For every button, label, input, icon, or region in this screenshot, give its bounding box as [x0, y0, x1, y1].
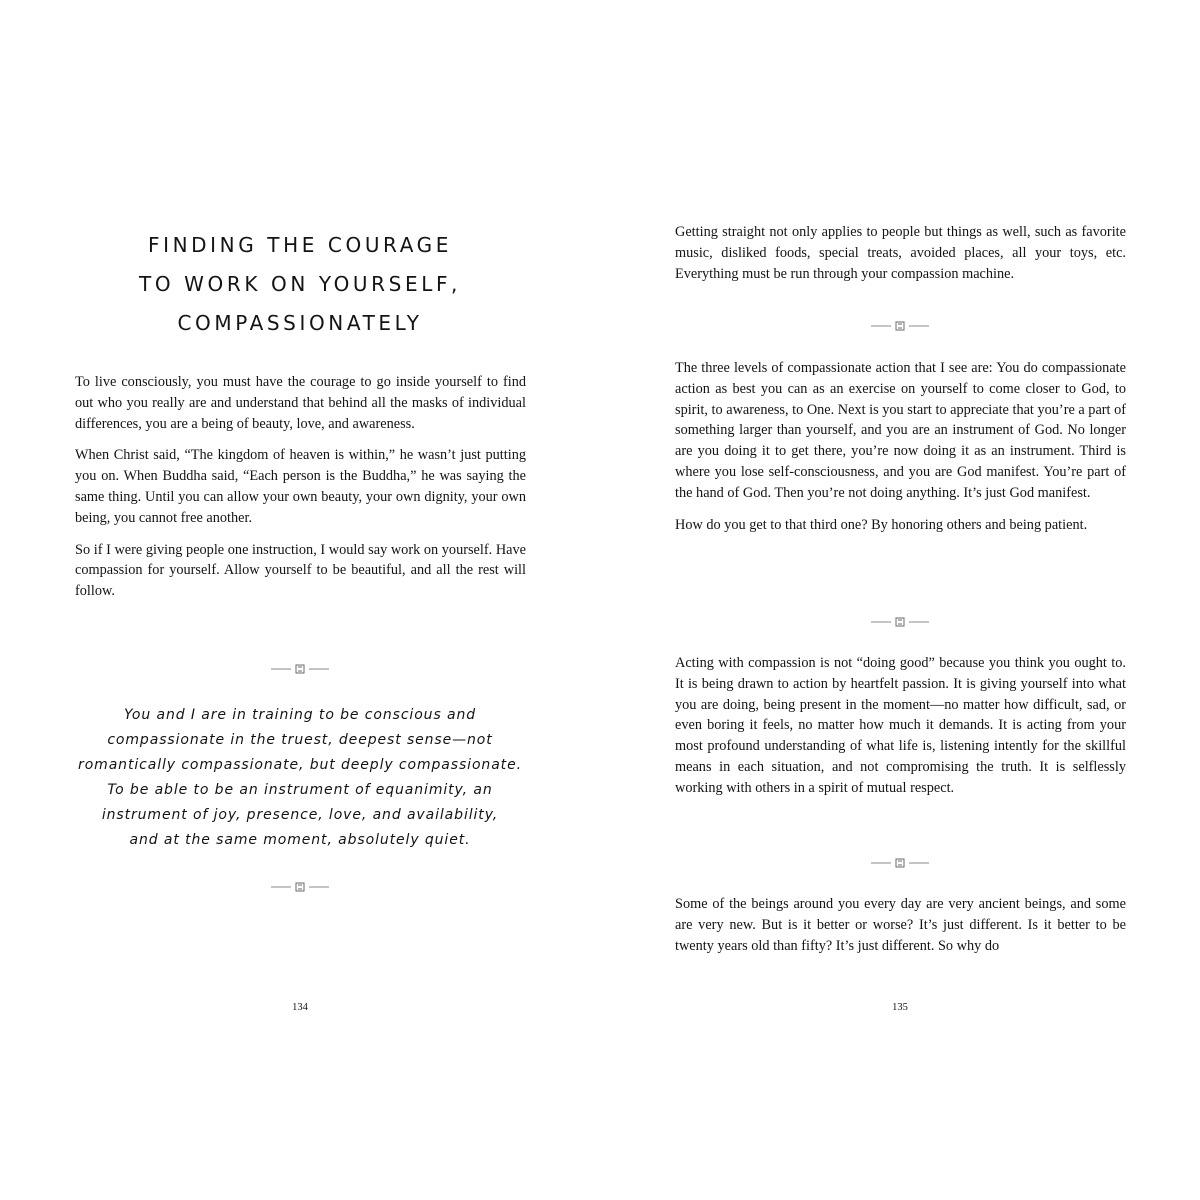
paragraph: So if I were giving people one instruction, I would say work on yourself. Have compassion for yourself. Allow yourself to be beautiful, and all the rest will follow. — [75, 541, 526, 600]
ornament-divider-icon — [270, 663, 330, 675]
paragraph: When Christ said, “The kingdom of heaven is within,” he wasn’t just putting you on. When Buddha said, “Each person is the Buddha,” he was saying the same thing. Until you can allow your own beauty, your own dignity, your own being, you cannot free another. — [75, 447, 526, 526]
ornament-divider-icon — [870, 320, 930, 332]
title-line: FINDING THE COURAGE — [147, 233, 453, 257]
chapter-title — [75, 226, 525, 343]
page-number: 135 — [892, 1002, 908, 1013]
right-section-2 — [675, 358, 1126, 546]
paragraph: The three levels of compassionate action that I see are: You do compassionate action as best you can as an exercise on yourself to come closer to God, to spirit, to awareness, to One. Next is you start to appreciate that you’re a part of something larger than yourself, and you are an instrument of God. No longer are you doing it to get there, you’re now doing it as an instrument. Third is where you lose self-consciousness, and you are God manifest. You’re part of the hand of God. Then you’re not doing anything. It’s just God manifest. — [675, 360, 1127, 501]
paragraph: How do you get to that third one? By honoring others and being patient. — [675, 516, 1088, 533]
paragraph: Acting with compassion is not “doing good” because you think you ought to. It is being drawn to action by heartfelt passion. It is giving yourself into what you are doing, being present in the moment—no matter how difficult, sad, or even boring it feels, no matter how much it demands. It is acting from your most profound understanding of what life is, listening intently for the skillful means in each situation, and not compromising the truth. It is selflessly working with others in a spirit of mutual respect. — [675, 655, 1126, 796]
ornament-divider-icon — [270, 881, 330, 893]
quote-line: instrument of joy, presence, love, and availability, — [101, 807, 499, 823]
pull-quote — [75, 703, 525, 853]
paragraph: To live consciously, you must have the courage to go inside yourself to find out who you really are and understand that behind all the masks of individual differences, you are a being of beauty, love, and awareness. — [75, 374, 526, 432]
ornament-divider-icon — [870, 857, 930, 869]
quote-line: romantically compassionate, but deeply compassionate. — [78, 757, 522, 773]
page-number: 134 — [292, 1002, 308, 1013]
quote-line: To be able to be an instrument of equanimity, an — [107, 782, 493, 798]
right-section-4 — [675, 894, 1126, 967]
quote-line: and at the same moment, absolutely quiet. — [129, 832, 471, 848]
title-line: COMPASSIONATELY — [177, 311, 423, 335]
right-page — [600, 0, 1200, 1200]
left-body-text — [75, 372, 526, 613]
right-section-3 — [675, 653, 1126, 810]
title-line: TO WORK ON YOURSELF, — [139, 272, 461, 296]
right-section-1 — [675, 222, 1126, 295]
quote-line: You and I are in training to be conscious and — [123, 707, 477, 723]
quote-line: compassionate in the truest, deepest sense—not — [107, 732, 493, 748]
paragraph: Some of the beings around you every day are very ancient beings, and some are very new. But is it better or worse? It’s just different. Is it better to be twenty years old than fifty? It’s just different. So why do — [675, 896, 1126, 954]
paragraph: Getting straight not only applies to people but things as well, such as favorite music, disliked foods, special treats, avoided places, all your toys, etc. Everything must be run through your compassion machine. — [675, 224, 1126, 282]
ornament-divider-icon — [870, 616, 930, 628]
